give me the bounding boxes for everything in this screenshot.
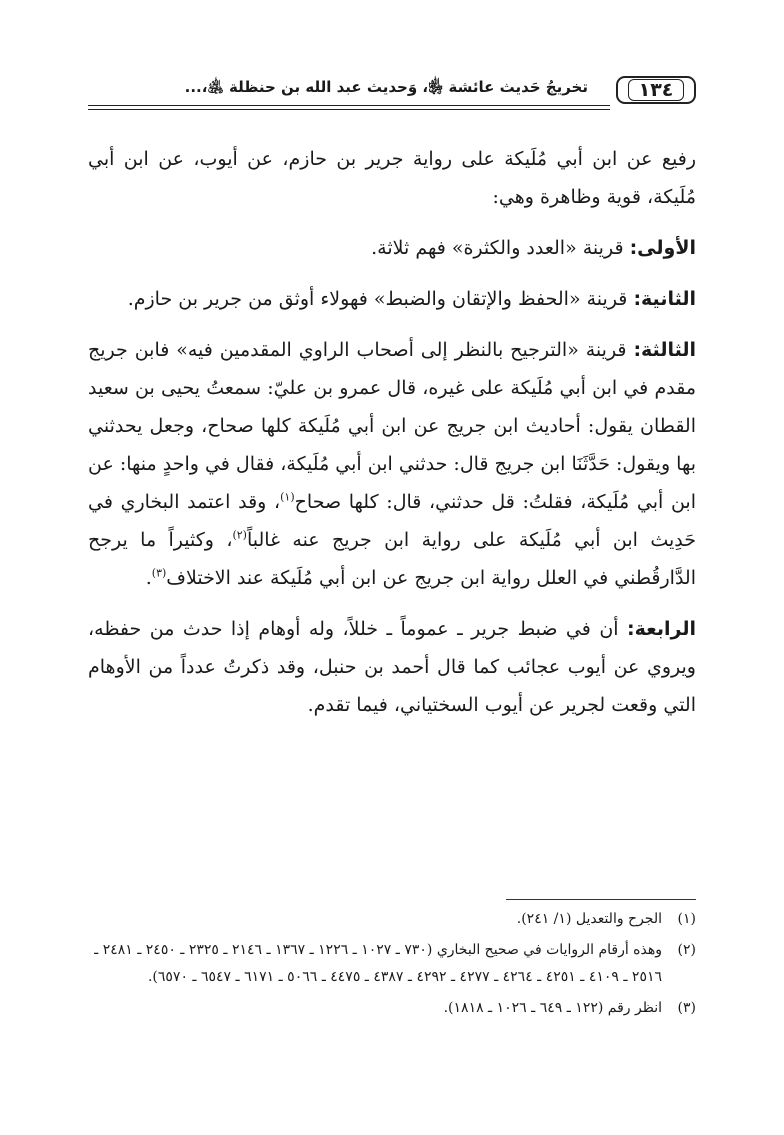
second-text: قرينة «الحفظ والإتقان والضبط» فهولاء أوثق من جرير بن حازم. [127, 288, 634, 310]
footnote-separator [506, 899, 696, 900]
footnote-text: وهذه أرقام الروايات في صحيح البخاري (٧٣٠ ـ ١٠٢٧ ـ ١٢٢٦ ـ ١٣٦٧ ـ ٢١٤٦ ـ ٢٣٢٥ ـ ٢٤٥٠ ـ ٢٤٨١ ـ ٢٥١٦ ـ ٤١٠٩ ـ ٤٢٥١ ـ ٤٢٦٤ ـ ٤٢٧٧ ـ ٤٢٩٢ ـ ٤٣٨٧ ـ ٤٤٧٥ ـ ٥٠٦٦ ـ ٦١٧١ ـ ٦٥٤٧ ـ ٦٥٧٠). [94, 942, 662, 985]
footnote-3 [88, 995, 696, 1022]
running-title: تخريجُ حَديث عائشة ﵂، وَحديث عبد الله بن حنظلة ﵁،... [184, 78, 588, 96]
fourth-heading: الرابعة: [627, 618, 696, 640]
page-header [88, 76, 696, 106]
footnote-number: (٢) [677, 942, 696, 958]
first-text: قرينة «العدد والكثرة» فهم ثلاثة. [371, 237, 630, 259]
header-rule-double [88, 109, 610, 110]
footnote-text: انظر رقم (١٢٢ ـ ٦٤٩ ـ ١٠٢٦ ـ ١٨١٨). [443, 1000, 662, 1016]
footnote-2 [88, 937, 696, 991]
header-rule [88, 105, 610, 106]
third-text-b: ، وقد اعتمد البخاري في حَدِيث ابن أبي مُلَيكة على رواية ابن جريج عنه غالباً [88, 491, 696, 551]
intro-paragraph: رفيع عن ابن أبي مُلَيكة على رواية جرير بن حازم، عن أيوب، عن ابن أبي مُلَيكة، قوية وظاهرة وهي: [88, 148, 696, 208]
first-heading: الأولى: [629, 237, 696, 259]
page-number-box [616, 76, 696, 104]
fourth-text: أن في ضبط جرير ـ عموماً ـ خللاً، وله أوهام إذا حدث من حفظه، ويروي عن أيوب عجائب كما قال أحمد بن حنبل، وقد ذكرتُ عدداً من الأوهام التي وقعت لجرير عن أيوب السختياني، فيما تقدم. [88, 618, 696, 716]
second-heading: الثانية: [633, 288, 696, 310]
footnote-number: (١) [677, 911, 696, 927]
third-text-a: قرينة «الترجيح بالنظر إلى أصحاب الراوي المقدمين فيه» فابن جريج مقدم في ابن أبي مُلَيكة على غيره، قال عمرو بن عليّ: سمعتُ يحيى بن سعيد القطان يقول: أحاديث ابن جريج عن ابن أبي مُلَيكة كلها صحاح، وجعل يحدثني بها ويقول: حَدَّثَنَا ابن جريج قال: حدثني ابن أبي مُلَيكة، فقال في واحدٍ منها: عن ابن أبي مُلَيكة، فقلتُ: قل حدثني، قال: كلها صحاح [88, 339, 696, 513]
main-text [88, 140, 696, 724]
paragraph-fourth [88, 610, 696, 724]
footnote-1 [88, 906, 696, 933]
footnote-ref-3[interactable]: (٣) [151, 566, 167, 580]
paragraph-second [88, 280, 696, 318]
paragraph-third [88, 331, 696, 597]
third-heading: الثالثة: [633, 339, 696, 361]
third-text-c: ، وكثيراً ما يرجح الدَّارقُطني في العلل رواية ابن جريج عن ابن أبي مُلَيكة عند الاختلاف [88, 529, 696, 589]
page-number: ١٣٤ [628, 79, 685, 101]
footnotes [88, 906, 696, 1026]
footnote-number: (٣) [677, 1000, 696, 1016]
footnote-text: الجرح والتعديل (١/ ٢٤١). [516, 911, 662, 927]
footnote-ref-1[interactable]: (١) [280, 490, 295, 504]
third-text-d: . [145, 567, 152, 589]
footnote-ref-2[interactable]: (٢) [232, 528, 247, 542]
paragraph-first [88, 229, 696, 267]
